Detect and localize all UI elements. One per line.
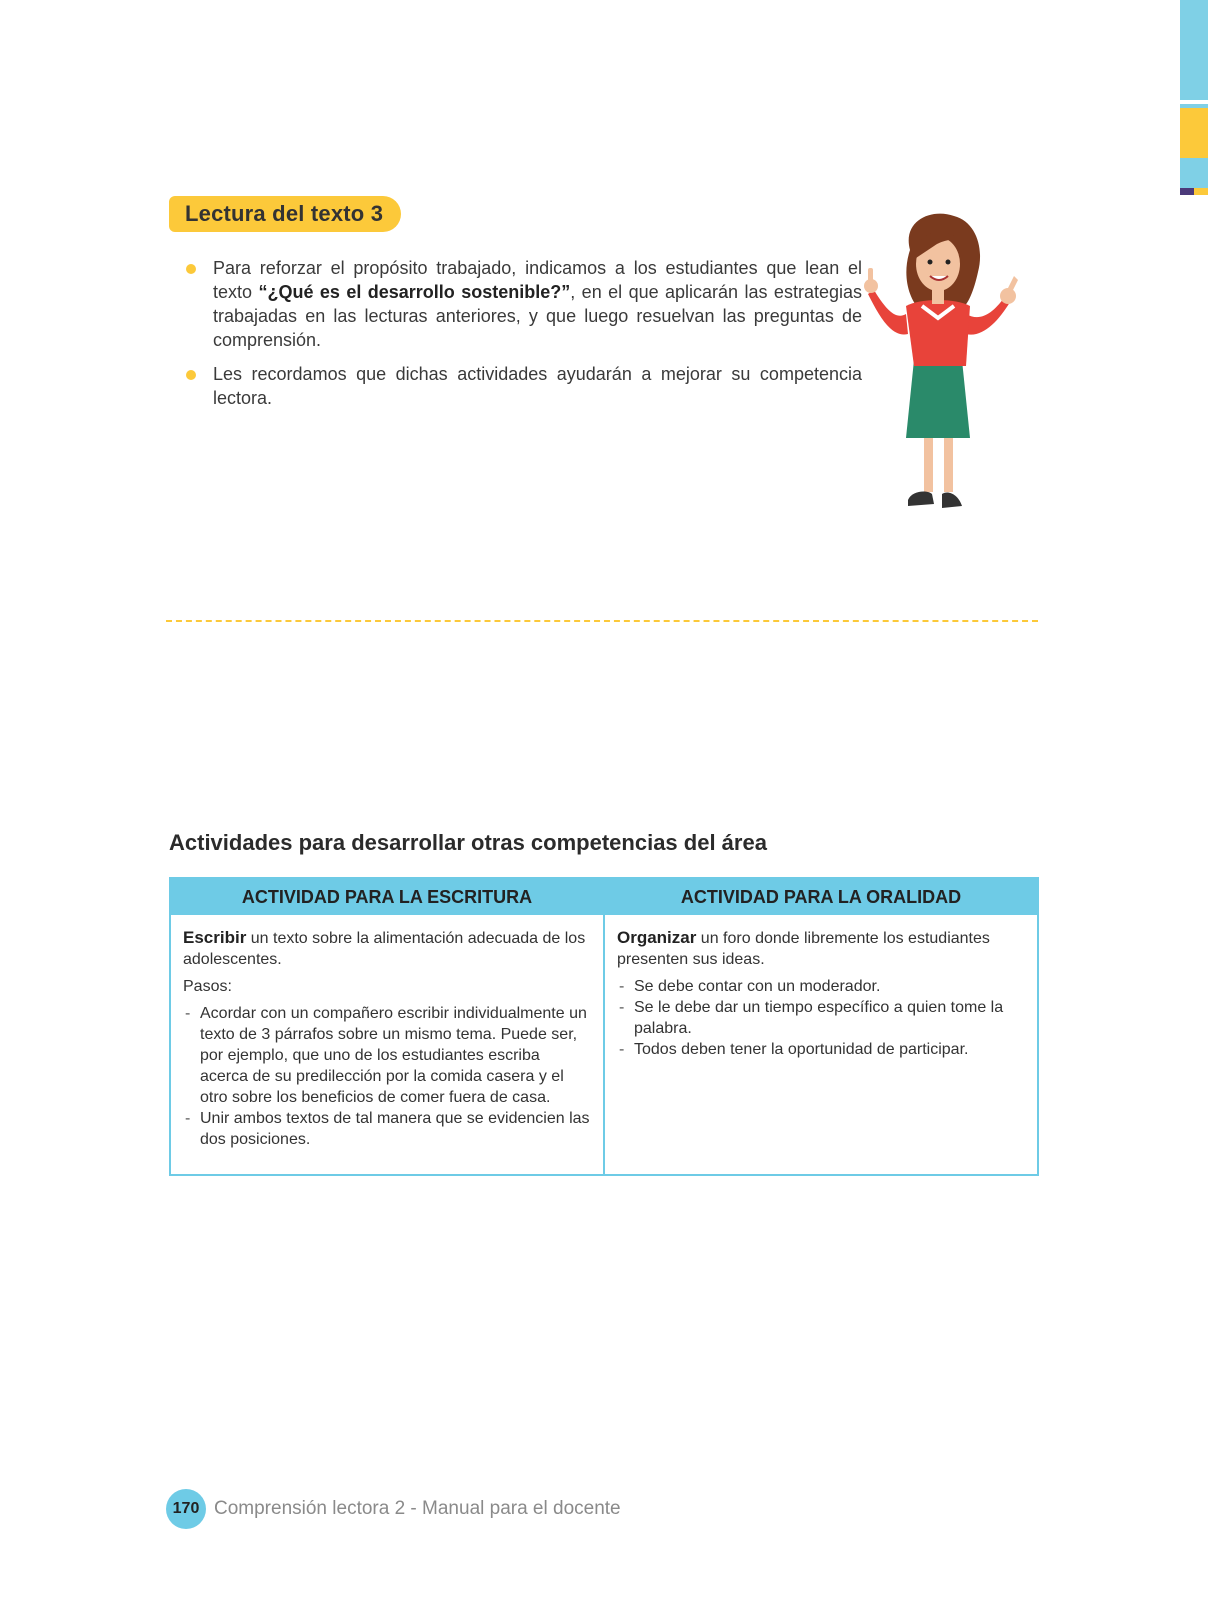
- footer-title: Comprensión lectora 2 - Manual para el docente: [214, 1498, 621, 1519]
- oral-activity-column: [603, 879, 1037, 1174]
- activities-table: [169, 877, 1039, 1176]
- list-item: - Se debe contar con un moderador.: [617, 976, 1025, 997]
- instruction-list: [186, 256, 862, 420]
- text-title-bold: “¿Qué es el desarrollo sostenible?”: [258, 282, 571, 302]
- steps-label: Pasos:: [183, 978, 232, 995]
- section-heading: Lectura del texto 3: [169, 196, 401, 232]
- bullet-dot-icon: [186, 370, 196, 380]
- oral-activity-header: ACTIVIDAD PARA LA ORALIDAD: [605, 879, 1037, 917]
- activities-title: Actividades para desarrollar otras competencias del área: [169, 830, 767, 855]
- bullet-dot-icon: [186, 264, 196, 274]
- list-item: Les recordamos que dichas actividades ayudarán a mejorar su competencia lectora.: [186, 362, 862, 410]
- writing-activity-header: ACTIVIDAD PARA LA ESCRITURA: [171, 879, 603, 917]
- oral-activity-lead: Organizar un foro donde libremente los estudiantes presenten sus ideas.: [617, 928, 990, 968]
- list-item: Para reforzar el propósito trabajado, indicamos a los estudiantes que lean el texto “¿Qué es el desarrollo sostenible?”, en el que aplicarán las estrategias trabajadas en las lecturas anteriores, y que luego resuelvan las preguntas de comprensión.: [186, 256, 862, 352]
- list-item: - Todos deben tener la oportunidad de participar.: [617, 1039, 1025, 1060]
- oral-steps-list: [617, 976, 1025, 1060]
- page-number: 170: [166, 1489, 206, 1529]
- list-item: - Unir ambos textos de tal manera que se evidencien las dos posiciones.: [183, 1108, 591, 1150]
- writing-activity-lead: Escribir un texto sobre la alimentación adecuada de los adolescentes.: [183, 928, 586, 968]
- writing-activity-column: [171, 879, 603, 1174]
- writing-activity-body: [171, 917, 603, 1160]
- section-divider: [166, 620, 1038, 622]
- writing-steps-list: [183, 1003, 591, 1150]
- teacher-illustration: [862, 210, 1032, 525]
- list-item: - Acordar con un compañero escribir individualmente un texto de 3 párrafos sobre un mismo tema. Puede ser, por ejemplo, que uno de los estudiantes escriba acerca de su predilección por la comida casera y el otro sobre los beneficios de comer fuera de casa.: [183, 1003, 591, 1108]
- page-edge-tab: [1180, 0, 1208, 200]
- oral-activity-body: [605, 917, 1037, 1070]
- list-item: - Se le debe dar un tiempo específico a quien tome la palabra.: [617, 997, 1025, 1039]
- page-footer: [166, 1489, 621, 1529]
